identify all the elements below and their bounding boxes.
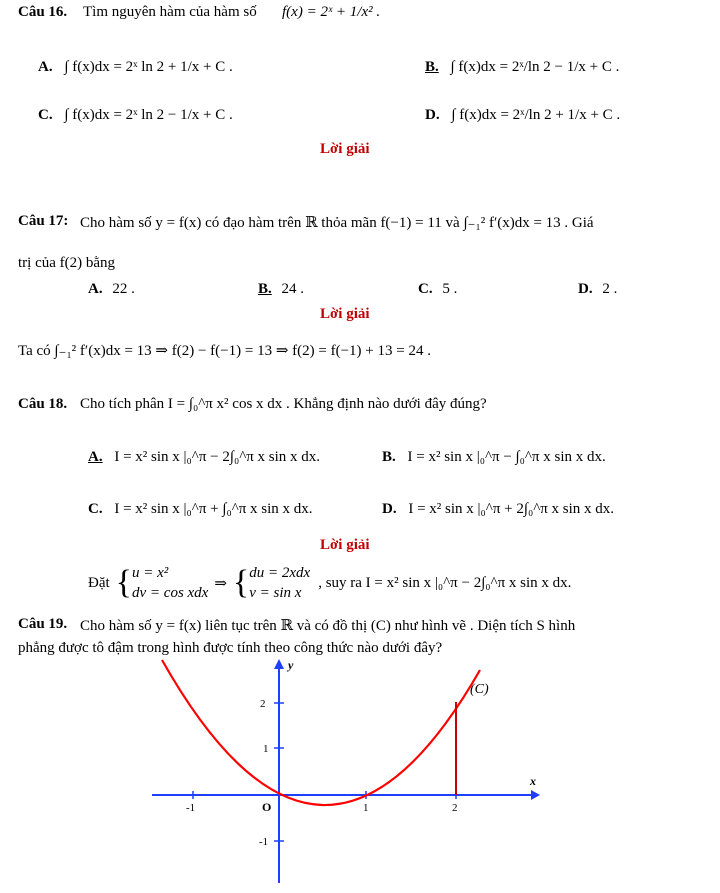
- q16-option-a[interactable]: [38, 59, 233, 76]
- option-key: C.: [38, 107, 53, 123]
- curve-label: (C): [470, 682, 489, 697]
- option-key: C.: [88, 501, 103, 517]
- option-expr: I = x² sin x |₀^π − 2∫₀^π x sin x dx.: [114, 449, 321, 465]
- left-brace-icon: {: [115, 564, 132, 601]
- option-key: C.: [418, 281, 433, 297]
- q17-solution: Ta có ∫₋₁² f′(x)dx = 13 ⇒ f(2) − f(−1) = 13 ⇒ f(2) = f(−1) + 13 = 24 .: [18, 343, 431, 359]
- q17-stem-cont: trị của f(2) bằng: [18, 255, 116, 271]
- option-expr: ∫ f(x)dx = 2ˣ/ln 2 + 1/x + C .: [451, 107, 621, 123]
- q16-stem: Tìm nguyên hàm của hàm số: [83, 4, 257, 20]
- option-key: A.: [88, 449, 103, 465]
- curve-c: [162, 660, 480, 805]
- y-axis-arrow-icon: [274, 659, 284, 669]
- q19-label: Câu 19.: [18, 616, 68, 632]
- q16-formula: f(x) = 2ˣ + 1/x² .: [282, 4, 381, 20]
- option-value: 2 .: [602, 281, 618, 297]
- y-tick-label: 1: [263, 743, 269, 755]
- x-tick-label: 2: [452, 802, 458, 814]
- system-line: u = x²: [132, 565, 169, 581]
- option-value: 22 .: [112, 281, 135, 297]
- option-key: A.: [38, 59, 53, 75]
- q18-option-c[interactable]: [88, 501, 313, 518]
- option-key: A.: [88, 281, 103, 297]
- q19-stem: Cho hàm số y = f(x) liên tục trên ℝ và có đồ thị (C) như hình vẽ . Diện tích S hình: [80, 618, 576, 634]
- q16-label: Câu 16.: [18, 4, 68, 20]
- q18-option-a[interactable]: [88, 449, 320, 466]
- implies-arrow: ⇒: [214, 575, 227, 592]
- q18-solution-title: Lời giải: [320, 537, 370, 553]
- option-key: B.: [382, 449, 396, 465]
- q17-solution-title: Lời giải: [320, 306, 370, 322]
- left-brace-icon: {: [232, 564, 250, 601]
- q19-graph: [140, 655, 560, 887]
- x-tick-label: -1: [186, 802, 196, 814]
- y-axis-label: y: [288, 658, 294, 672]
- option-key: D.: [382, 501, 397, 517]
- x-tick-label: 1: [363, 802, 369, 814]
- x-axis-arrow-icon: [531, 790, 540, 800]
- q17-stem: Cho hàm số y = f(x) có đạo hàm trên ℝ thỏa mãn f(−1) = 11 và ∫₋₁² f′(x)dx = 13 . Giá: [80, 215, 594, 231]
- option-expr: I = x² sin x |₀^π + ∫₀^π x sin x dx.: [114, 501, 313, 517]
- solution-prefix: Đặt: [88, 574, 110, 591]
- q18-label: Câu 18.: [18, 396, 68, 412]
- y-tick-label: 2: [260, 698, 266, 710]
- q18-stem: Cho tích phân I = ∫₀^π x² cos x dx . Khẳng định nào dưới đây đúng?: [80, 396, 487, 412]
- q17-option-a[interactable]: [88, 281, 135, 298]
- result-system: [249, 563, 310, 603]
- q17-label: Câu 17:: [18, 213, 69, 229]
- q18-option-b[interactable]: [382, 449, 606, 466]
- option-expr: ∫ f(x)dx = 2ˣ ln 2 − 1/x + C .: [64, 107, 233, 123]
- q17-option-c[interactable]: [418, 281, 457, 298]
- q16-solution-title: Lời giải: [320, 141, 370, 157]
- option-expr: I = x² sin x |₀^π − ∫₀^π x sin x dx.: [407, 449, 606, 465]
- option-expr: I = x² sin x |₀^π + 2∫₀^π x sin x dx.: [408, 501, 615, 517]
- option-expr: ∫ f(x)dx = 2ˣ/ln 2 − 1/x + C .: [450, 59, 620, 75]
- system-line: du = 2xdx: [249, 565, 311, 581]
- solution-suffix: , suy ra I = x² sin x |₀^π − 2∫₀^π x sin x dx.: [318, 574, 572, 591]
- q16-option-b[interactable]: [425, 59, 619, 76]
- option-key: B.: [425, 59, 439, 75]
- q16-option-d[interactable]: [425, 107, 620, 124]
- x-axis-label: x: [530, 774, 536, 788]
- q19-stem-cont: phẳng được tô đậm trong hình được tính theo công thức nào dưới đây?: [18, 640, 443, 656]
- q16-option-c[interactable]: [38, 107, 233, 124]
- option-expr: ∫ f(x)dx = 2ˣ ln 2 + 1/x + C .: [64, 59, 233, 75]
- option-key: B.: [258, 281, 272, 297]
- q17-option-b[interactable]: [258, 281, 304, 298]
- system-line: dv = cos xdx: [132, 585, 209, 601]
- option-key: D.: [578, 281, 593, 297]
- option-value: 24 .: [281, 281, 305, 297]
- q17-option-d[interactable]: [578, 281, 617, 298]
- option-value: 5 .: [442, 281, 458, 297]
- q18-option-d[interactable]: [382, 501, 614, 518]
- q18-solution: [88, 560, 571, 606]
- system-line: v = sin x: [249, 585, 302, 601]
- substitution-system: [132, 563, 208, 603]
- option-key: D.: [425, 107, 440, 123]
- y-tick-label: -1: [259, 836, 269, 848]
- origin-label: O: [262, 800, 272, 814]
